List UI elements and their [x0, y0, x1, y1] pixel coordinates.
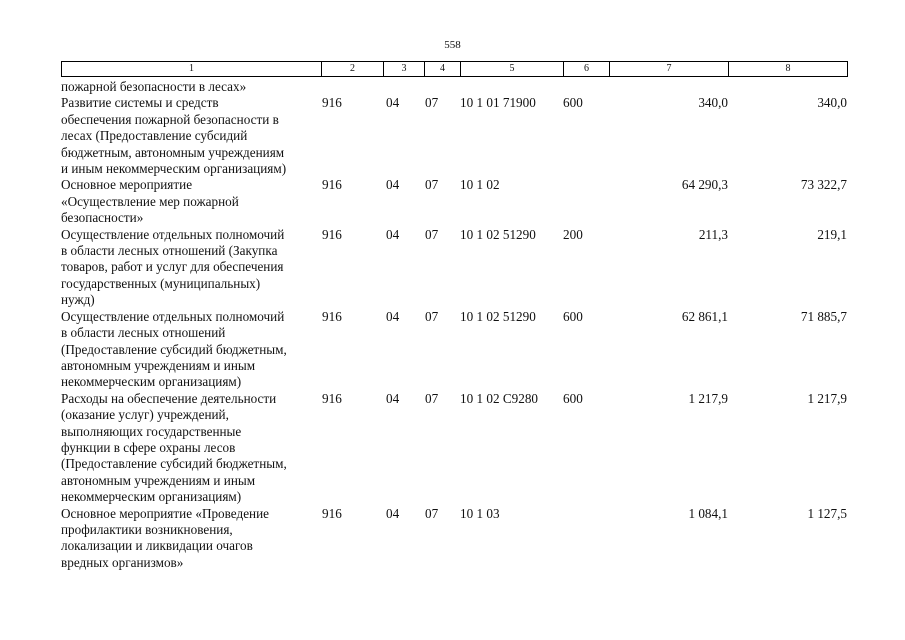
- row-expense-type: 600: [563, 95, 583, 111]
- row-amount-year-2: 71 885,7: [800, 308, 847, 324]
- row-subsection: 07: [425, 390, 439, 406]
- row-amount-year-1: 64 290,3: [681, 177, 728, 193]
- row-amount-year-1: 211,3: [698, 226, 728, 242]
- row-ministry-code: 916: [322, 226, 342, 242]
- row-amount-year-2: 73 322,7: [800, 177, 847, 193]
- row-target-article: 10 1 03: [460, 505, 500, 521]
- row-target-article: 10 1 02 51290: [460, 308, 536, 324]
- row-section: [383, 79, 424, 95]
- row-subsection: 07: [425, 308, 439, 324]
- row-expense-type: [563, 79, 609, 95]
- table-row: [61, 177, 848, 226]
- header-col-3: 3: [384, 62, 425, 77]
- row-expense-type: 600: [563, 390, 583, 406]
- row-amount-year-2: 340,0: [817, 95, 847, 111]
- row-section: 04: [386, 95, 400, 111]
- row-target-article: 10 1 02 С9280: [460, 390, 539, 406]
- row-target-article: 10 1 02 51290: [460, 226, 536, 242]
- header-col-7: 7: [610, 62, 729, 77]
- row-subsection: 07: [425, 226, 439, 242]
- row-amount-year-1: 1 217,9: [688, 390, 728, 406]
- table-row: [61, 309, 848, 391]
- row-name: Расходы на обеспечение деятельности (оказание услуг) учреждений, выполняющих государственные функции в сфере охраны лесов (Предоставление субсидий бюджетным, автономным учреждениям и иным некоммерческим организациям): [61, 390, 287, 505]
- row-section: 04: [386, 505, 400, 521]
- row-target-article: [460, 79, 563, 95]
- header-col-4: 4: [425, 62, 461, 77]
- row-subsection: 07: [425, 177, 439, 193]
- table-row: [61, 391, 848, 506]
- table-row: [61, 506, 848, 572]
- row-section: 04: [386, 308, 400, 324]
- row-name: пожарной безопасности в лесах»: [61, 79, 247, 94]
- row-expense-type: [563, 506, 609, 572]
- row-name: Основное мероприятие «Осуществление мер пожарной безопасности»: [61, 177, 239, 226]
- page-number: 558: [444, 39, 461, 51]
- header-col-5: 5: [461, 62, 564, 77]
- row-amount-year-1: 62 861,1: [681, 308, 728, 324]
- row-expense-type: 200: [563, 226, 583, 242]
- column-number-header: [61, 61, 848, 77]
- row-expense-type: 600: [563, 308, 583, 324]
- row-amount-year-1: 1 084,1: [688, 505, 728, 521]
- row-ministry-code: 916: [322, 390, 342, 406]
- row-amount-year-2: 1 127,5: [807, 505, 847, 521]
- budget-table-body: [61, 79, 848, 571]
- row-subsection: [424, 79, 460, 95]
- header-col-2: 2: [322, 62, 384, 77]
- row-name: Осуществление отдельных полномочий в области лесных отношений (Предоставление субсидий бюджетным, автономным учреждениям и иным некоммерческим организациям): [61, 308, 287, 390]
- row-expense-type: [563, 177, 609, 226]
- header-col-6: 6: [564, 62, 610, 77]
- row-amount-year-2: 219,1: [817, 226, 847, 242]
- row-name: Основное мероприятие «Проведение профилактики возникновения, локализации и ликвидации очагов вредных организмов»: [61, 505, 270, 570]
- row-ministry-code: 916: [322, 95, 342, 111]
- row-amount-year-2: [728, 79, 847, 95]
- row-amount-year-1: 340,0: [698, 95, 728, 111]
- row-target-article: 10 1 01 71900: [460, 95, 536, 111]
- row-amount-year-2: 1 217,9: [807, 390, 847, 406]
- header-col-1: 1: [62, 62, 322, 77]
- row-ministry-code: 916: [322, 177, 342, 193]
- row-ministry-code: 916: [322, 308, 342, 324]
- table-row: [61, 95, 848, 177]
- row-ministry-code: [321, 79, 383, 95]
- table-row: [61, 79, 848, 95]
- row-section: 04: [386, 226, 400, 242]
- row-subsection: 07: [425, 505, 439, 521]
- row-target-article: 10 1 02: [460, 177, 500, 193]
- row-amount-year-1: [609, 79, 728, 95]
- row-name: Осуществление отдельных полномочий в области лесных отношений (Закупка товаров, работ и услуг для обеспечения государственных (муниципальных) нужд): [61, 226, 285, 308]
- table-row: [61, 227, 848, 309]
- row-section: 04: [386, 390, 400, 406]
- row-name: Развитие системы и средств обеспечения пожарной безопасности в лесах (Предоставление субсидий бюджетным, автономным учреждениям и иным некоммерческим организациям): [61, 95, 287, 177]
- row-ministry-code: 916: [322, 505, 342, 521]
- row-subsection: 07: [425, 95, 439, 111]
- row-section: 04: [386, 177, 400, 193]
- header-col-8: 8: [729, 62, 848, 77]
